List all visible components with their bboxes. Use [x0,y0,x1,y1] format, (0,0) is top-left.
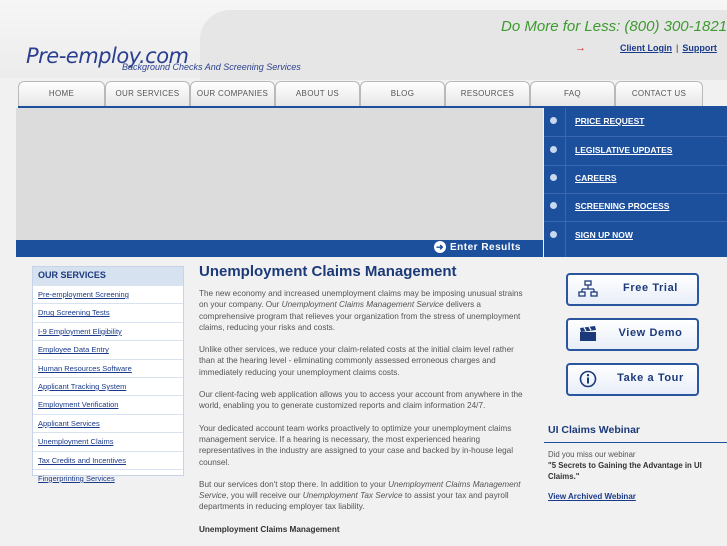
logo-subtitle: Background Checks And Screening Services [122,62,301,72]
paragraph-intro: The new economy and increased unemployment claims may be imposing unusual strains on your company. Our Unemployment Claims Management Service delivers a comprehensive program that relieves your organization from the stress of unemployment claims, reducing your risks and costs. [199,289,523,332]
free-trial-label: Free Trial [623,282,678,294]
bullet-icon [550,202,557,209]
service-link[interactable]: Human Resources Software [38,363,132,373]
service-item[interactable] [33,469,183,487]
quick-link-label: LEGISLATIVE UPDATES [575,145,673,155]
quick-link-careers[interactable] [544,165,727,194]
tab-our-services[interactable]: OUR SERVICES [105,81,190,106]
service-link[interactable]: Applicant Services [38,418,100,428]
enter-results-label: Enter Results [450,242,521,253]
quick-link-label: CAREERS [575,173,617,183]
tab-blog[interactable]: BLOG [360,81,445,106]
take-a-tour-button[interactable] [566,363,699,396]
tab-our-companies[interactable]: OUR COMPANIES [190,81,275,106]
service-link[interactable]: Unemployment Claims [38,437,114,447]
bullet-icon [550,146,557,153]
tab-faq[interactable]: FAQ [530,81,615,106]
section-subheading: Unemployment Claims Management [199,524,340,534]
service-item[interactable] [33,340,183,358]
arrow-icon: → [575,42,586,54]
webinar-title: UI Claims Webinar [544,416,727,443]
main-nav [18,81,727,107]
service-item[interactable] [33,359,183,377]
service-item[interactable] [33,414,183,432]
bullet-icon [550,174,557,181]
client-login-link[interactable]: Client Login [620,43,672,53]
webinar-name: "5 Secrets to Gaining the Advantage in UI Claims." [548,461,702,481]
webinar-description [544,443,727,482]
view-demo-label: View Demo [618,327,683,339]
free-trial-button[interactable] [566,273,699,306]
quick-link-label: SCREENING PROCESS [575,201,670,211]
service-item[interactable] [33,395,183,413]
paragraph-tax-service: But our services don't stop there. In addition to your Unemployment Claims Management Service, you will receive our Unemployment Tax Service to assist your tax and payroll departments in reducing employer tax liability. [199,479,521,512]
quick-link-price-request[interactable] [544,108,727,137]
bullet-icon [550,231,557,238]
service-link[interactable]: Employee Data Entry [38,345,109,355]
service-link[interactable]: Applicant Tracking System [38,381,127,391]
page-title: Unemployment Claims Management [199,263,457,280]
info-icon [578,370,598,388]
link-separator: | [676,43,679,53]
paragraph-account-team: Your dedicated account team works proactively to optimize your unemployment claims management service. If a hearing is necessary, the most experienced hearing representatives in the industry are assigned to your case and backed by in-house legal counsel. [199,423,514,467]
quick-links-divider [565,108,566,257]
service-item[interactable] [33,377,183,395]
quick-links-menu [544,108,727,257]
quick-link-screening-process[interactable] [544,193,727,222]
site-logo[interactable]: Pre-employ.com [26,44,189,68]
tagline: Do More for Less: (800) 300-1821 [501,18,727,35]
hero-banner [16,108,543,256]
quick-link-label: PRICE REQUEST [575,116,645,126]
paragraph-costs: Unlike other services, we reduce your claim-related costs at the initial claim level rather than at the hearing level - eliminating commonly assessed erroneous charges and immediately reducing your unemployment claims costs. [199,345,514,377]
services-sidebar [32,266,184,483]
webinar-box [544,416,727,501]
service-link[interactable]: Drug Screening Tests [38,308,110,318]
service-link[interactable]: Pre-employment Screening [38,290,129,299]
service-link[interactable]: Employment Verification [38,400,119,410]
view-archived-webinar-link[interactable]: View Archived Webinar [548,492,636,501]
tab-about-us[interactable]: ABOUT US [275,81,360,106]
service-item[interactable] [33,451,183,469]
webinar-intro: Did you miss our webinar [548,450,636,459]
service-link[interactable]: Tax Credits and Incentives [38,455,126,465]
service-item[interactable] [33,285,183,303]
take-a-tour-label: Take a Tour [617,372,684,384]
service-item[interactable] [33,432,183,450]
tab-resources[interactable]: RESOURCES [445,81,530,106]
tab-contact-us[interactable]: CONTACT US [615,81,703,106]
tab-home[interactable]: HOME [18,81,105,106]
network-icon [578,280,598,298]
services-heading: OUR SERVICES [33,267,183,285]
paragraph-web-app: Our client-facing web application allows you to access your account from anywhere in the world, enabling you to generate customized reports and claim information 24/7. [199,390,523,411]
top-links [620,43,717,53]
quick-link-legislative-updates[interactable] [544,137,727,166]
view-demo-button[interactable] [566,318,699,351]
main-content [199,288,532,546]
arrow-right-icon: ➜ [435,242,445,252]
quick-link-label: SIGN UP NOW [575,230,633,240]
service-link[interactable]: Fingerprinting Services [38,473,115,483]
enter-results-button[interactable] [434,241,521,253]
service-item[interactable] [33,322,183,340]
quick-link-sign-up-now[interactable] [544,222,727,250]
bullet-icon [550,117,557,124]
service-link[interactable]: I-9 Employment Eligibility [38,326,122,336]
clapper-icon [578,325,598,343]
service-item[interactable] [33,303,183,321]
support-link[interactable]: Support [682,43,717,53]
